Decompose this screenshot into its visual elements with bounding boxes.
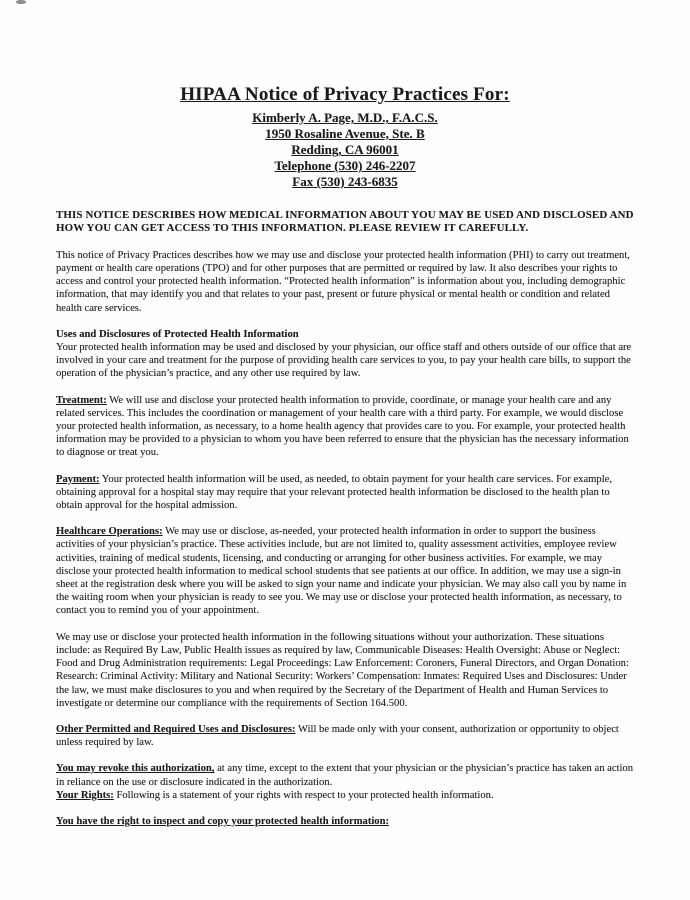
section-heading: Payment: xyxy=(56,473,100,485)
section-paragraph: We may use or disclose your protected health information in the following situations without your authorization. These situations include: as Required By Law, Public Health issues as required by law, Communicable Diseases: Health Oversight: Abuse or Neglect: Food and Drug Administration requirements: Legal Proceedings: Law Enforcement: Coroners, Funeral Directors, and Organ Donation: Research: Criminal Activity: Military and National Security: Workers’ Compensation: Inmates: Required Uses and Disclosures: Under the law, we must make disclosures to you and when required by the Secretary of the Department of Health and Human Services to investigate or determine our compliance with the requirements of Section 164.500. xyxy=(56,631,629,709)
section-heading: Treatment: xyxy=(56,394,107,406)
practice-info-line: Telephone (530) 246-2207 xyxy=(274,158,416,173)
notice-statement: THIS NOTICE DESCRIBES HOW MEDICAL INFORMATION ABOUT YOU MAY BE USED AND DISCLOSED AND HOW YOU CAN GET ACCESS TO THIS INFORMATION. PLEASE REVIEW IT CAREFULLY. xyxy=(56,209,634,235)
practice-info-line: Fax (530) 243-6835 xyxy=(292,174,398,189)
section-paragraph xyxy=(56,815,634,828)
section-heading: Your Rights: xyxy=(56,789,114,801)
section-heading: Uses and Disclosures of Protected Health Information xyxy=(56,328,299,340)
intro-paragraph: This notice of Privacy Practices describes how we may use and disclose your protected health information (PHI) to carry out treatment, payment or health care operations (TPO) and for other purposes that are permitted or required by law. It also describes your rights to access and control your protected health information. “Protected health information” is information about you, including demographic information, that may identify you and that relates to your past, present or future physical or mental health or condition and related health care services. xyxy=(56,249,630,314)
section-paragraph: Uses and Disclosures of Protected Health Information Your protected health information may be used and disclosed by your physician, our office staff and others outside of our office that are involved in your care and treatment for the purpose of providing health care services to you, to pay your health care bills, to support the operation of the physician’s practice, and any other use required by law. xyxy=(56,328,634,381)
section-paragraph: Treatment: We will use and disclose your protected health information to provide, coordinate, or manage your health care and any related services. This includes the coordination or management of your health care with a third party. For example, we would disclose your protected health information, as necessary, to a home health agency that provides care to you. For example, your protected health information may be provided to a physician to whom you have been referred to ensure that the physician has the necessary information to diagnose or treat you. xyxy=(56,394,629,459)
scan-artifact xyxy=(16,0,26,4)
practice-info-line: Redding, CA 96001 xyxy=(291,142,399,157)
section-paragraph: You may revoke this authorization, at any time, except to the extent that your physician or the physician’s practice has taken an action in reliance on the use or disclosure indicated in the authorization. xyxy=(56,763,634,788)
section-paragraph: Payment: Your protected health information will be used, as needed, to obtain payment for your health care services. For example, obtaining approval for a hospital stay may require that your relevant protected health information be disclosed to the health plan to obtain approval for the hospital admission. xyxy=(56,473,613,512)
practice-info-line: 1950 Rosaline Avenue, Ste. B xyxy=(265,126,425,141)
practice-info-block xyxy=(56,110,634,190)
section-paragraph: Your Rights: Following is a statement of your rights with respect to your protected health information. xyxy=(56,789,494,801)
practice-info-line: Kimberly A. Page, M.D., F.A.C.S. xyxy=(252,110,438,125)
document-title: HIPAA Notice of Privacy Practices For: xyxy=(180,84,510,105)
section-heading: You have the right to inspect and copy your protected health information: xyxy=(56,815,390,827)
sections-container xyxy=(56,328,634,828)
section-paragraph: Healthcare Operations: We may use or disclose, as-needed, your protected health information in order to support the business activities of your physician’s practice. These activities include, but are not limited to, quality assessment activities, employee review activities, training of medical students, licensing, and conducting or arranging for other business activities. For example, we may disclose your protected health information to medical school students that see patients at our office. In addition, we may use a sign-in sheet at the registration desk where you will be asked to sign your name and indicate your physician. We may also call you by name in the waiting room when your physician is ready to see you. We may use or disclose your protected health information, as necessary, to contact you to remind you of your appointment. xyxy=(56,526,627,617)
section-heading: You may revoke this authorization, xyxy=(56,763,215,775)
section-heading: Healthcare Operations: xyxy=(56,526,163,538)
section-paragraph: Other Permitted and Required Uses and Disclosures: Will be made only with your consent, authorization or opportunity to object unless required by law. xyxy=(56,723,619,749)
section-heading: Other Permitted and Required Uses and Disclosures: xyxy=(56,723,296,735)
document-content xyxy=(0,84,690,828)
